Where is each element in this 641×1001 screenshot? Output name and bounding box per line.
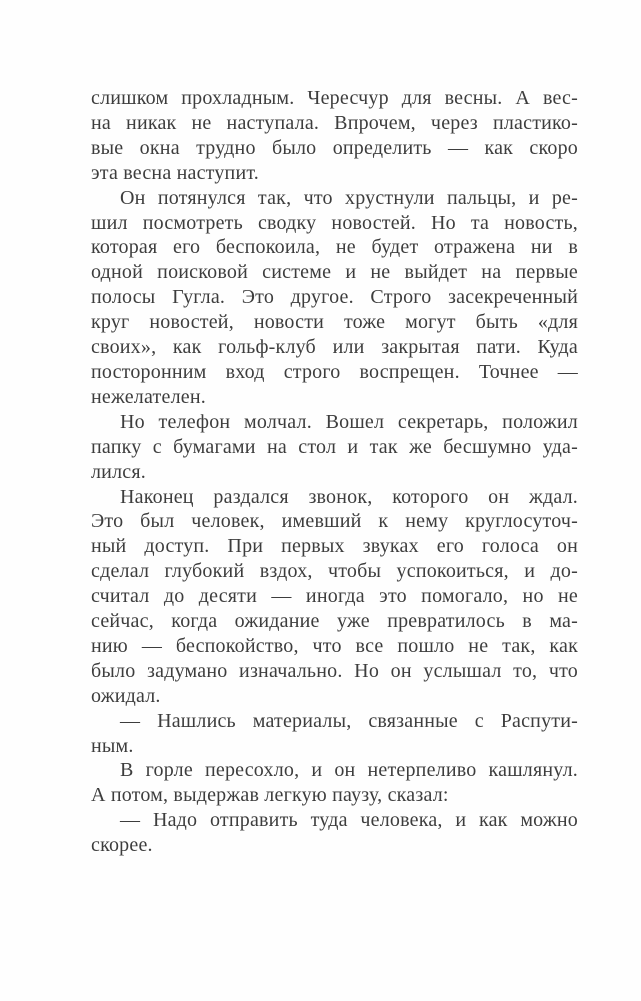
text-line: полосы Гугла. Это другое. Строго засекреченный <box>91 286 578 309</box>
text-line: своих», как гольф-клуб или закрытая пати. Куда <box>91 336 578 359</box>
text-line: считал до десяти — иногда это помогало, но не <box>91 585 578 608</box>
page-text-block <box>91 86 578 858</box>
text-line: эта весна наступит. <box>91 161 259 184</box>
text-line: нежелателен. <box>91 385 206 408</box>
text-line: Наконец раздался звонок, которого он ждал. <box>120 485 578 508</box>
text-line: вые окна трудно было определить — как скоро <box>91 136 578 159</box>
text-line: Но телефон молчал. Вошел секретарь, положил <box>120 410 578 433</box>
text-line: — Нашлись материалы, связанные с Распути- <box>120 709 578 732</box>
text-line: слишком прохладным. Чересчур для весны. А вес- <box>91 87 578 109</box>
text-line: папку с бумагами на стол и так же бесшумно уда- <box>91 435 578 458</box>
text-line: одной поисковой системе и не выйдет на первые <box>91 261 578 284</box>
text-line: — Надо отправить туда человека, и как можно <box>120 809 578 832</box>
text-line: нию — беспокойство, что все пошло не так, как <box>91 634 578 657</box>
text-line: лился. <box>91 460 146 483</box>
text-line: на никак не наступала. Впрочем, через пластико- <box>91 111 578 134</box>
text-line: сейчас, когда ожидание уже превратилось в ма- <box>91 610 578 633</box>
text-line: посторонним вход строго воспрещен. Точнее — <box>91 360 578 383</box>
text-line: ожидал. <box>91 684 161 707</box>
text-line: сделал глубокий вздох, чтобы успокоиться, и до- <box>91 560 578 583</box>
text-line: было задумано изначально. Но он услышал то, что <box>91 659 578 682</box>
text-line: А потом, выдержав легкую паузу, сказал: <box>91 784 449 807</box>
text-line: ный доступ. При первых звуках его голоса он <box>91 535 578 558</box>
text-line: скорее. <box>91 834 153 857</box>
text-line: Он потянулся так, что хрустнули пальцы, и ре- <box>120 186 578 209</box>
text-line: круг новостей, новости тоже могут быть «для <box>91 311 578 334</box>
text-line: Это был человек, имевший к нему круглосуточ- <box>91 510 578 533</box>
text-line: ным. <box>91 734 134 757</box>
text-line: В горле пересохло, и он нетерпеливо кашлянул. <box>120 759 578 782</box>
text-line: шил посмотреть сводку новостей. Но та новость, <box>91 211 578 234</box>
text-line: которая его беспокоила, не будет отражена ни в <box>91 236 578 259</box>
